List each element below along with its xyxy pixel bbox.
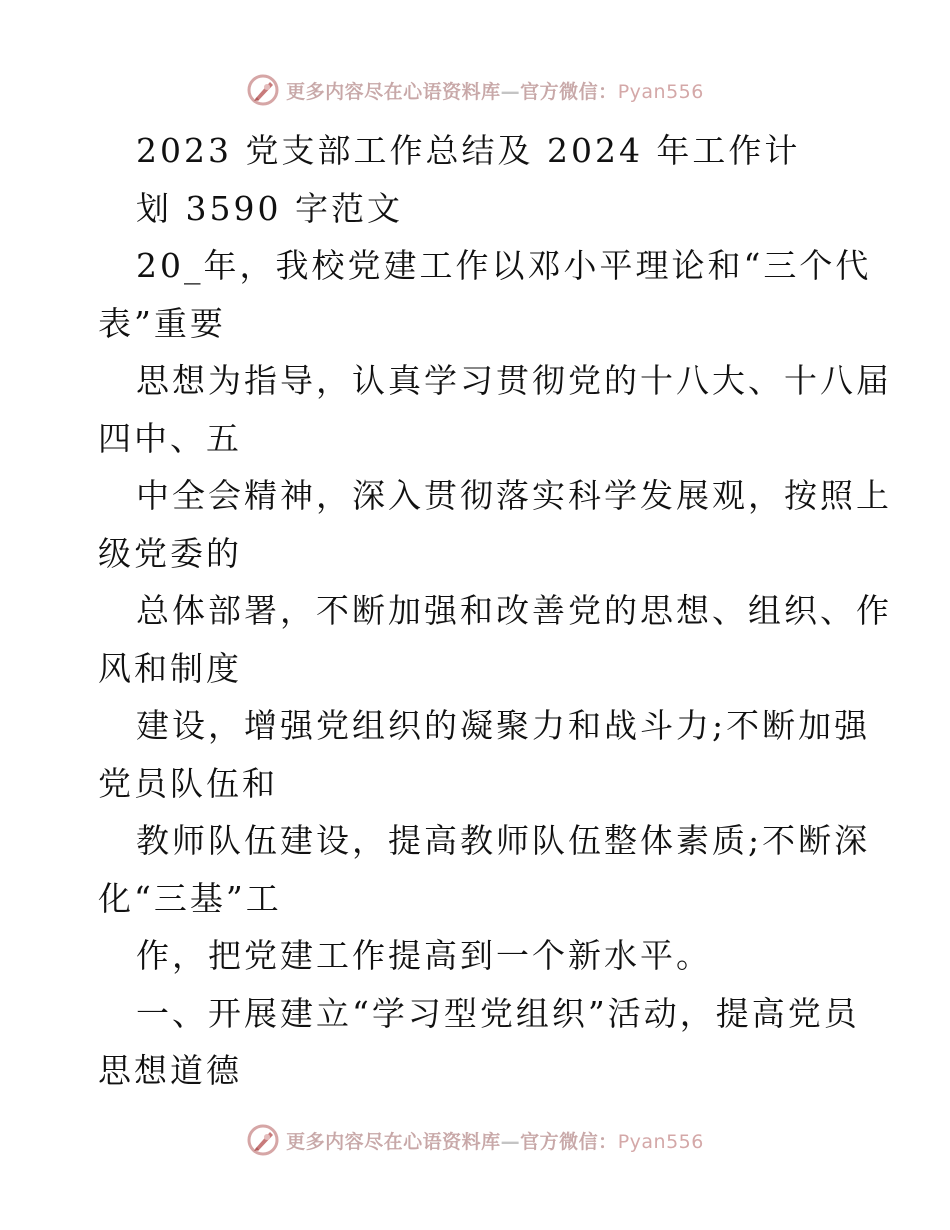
- title-line-1: 2023 党支部工作总结及 2024 年工作计: [136, 131, 801, 170]
- watermark-dash: —: [500, 80, 521, 103]
- rose-pen-logo-icon: [246, 1123, 280, 1157]
- watermark-wechat-id: Pyan556: [617, 80, 704, 103]
- rose-pen-logo-icon: [246, 73, 280, 107]
- watermark-dash: —: [500, 1130, 521, 1153]
- watermark-main-text: 更多内容尽在心语资料库: [286, 80, 501, 103]
- watermark-main-text: 更多内容尽在心语资料库: [286, 1130, 501, 1153]
- text-line: 风和制度: [98, 648, 242, 688]
- text-line: 级党委的: [98, 533, 242, 573]
- text-line: 作，把党建工作提高到一个新水平。: [136, 936, 712, 975]
- text-line: 化“三基”工: [98, 878, 282, 918]
- watermark-text: [286, 1127, 704, 1154]
- document-body: [98, 122, 892, 1100]
- watermark-text: [286, 77, 704, 104]
- watermark-banner-bottom: [0, 1120, 950, 1160]
- watermark-wechat-id: Pyan556: [617, 1130, 704, 1153]
- text-line: 党员队伍和: [98, 763, 278, 803]
- text-line: 20_年，我校党建工作以邓小平理论和“三个代: [136, 246, 872, 285]
- watermark-banner-top: [0, 70, 950, 110]
- watermark-wechat-label: 官方微信：: [520, 1130, 618, 1153]
- text-line: 中全会精神，深入贯彻落实科学发展观，按照上: [136, 476, 892, 515]
- text-line: 表”重要: [98, 303, 226, 343]
- section-heading-line: 一、开展建立“学习型党组织”活动，提高党员: [136, 993, 860, 1033]
- text-line: 教师队伍建设，提高教师队伍整体素质;不断深: [136, 821, 871, 860]
- text-line: 思想道德: [98, 1051, 242, 1090]
- text-line: 总体部署，不断加强和改善党的思想、组织、作: [136, 591, 892, 630]
- watermark-wechat-label: 官方微信：: [520, 80, 618, 103]
- text-line: 思想为指导，认真学习贯彻党的十八大、十八届: [136, 361, 892, 400]
- text-line: 四中、五: [98, 418, 242, 458]
- title-line-2: 划 3590 字范文: [136, 188, 403, 228]
- text-line: 建设，增强党组织的凝聚力和战斗力;不断加强: [136, 706, 871, 745]
